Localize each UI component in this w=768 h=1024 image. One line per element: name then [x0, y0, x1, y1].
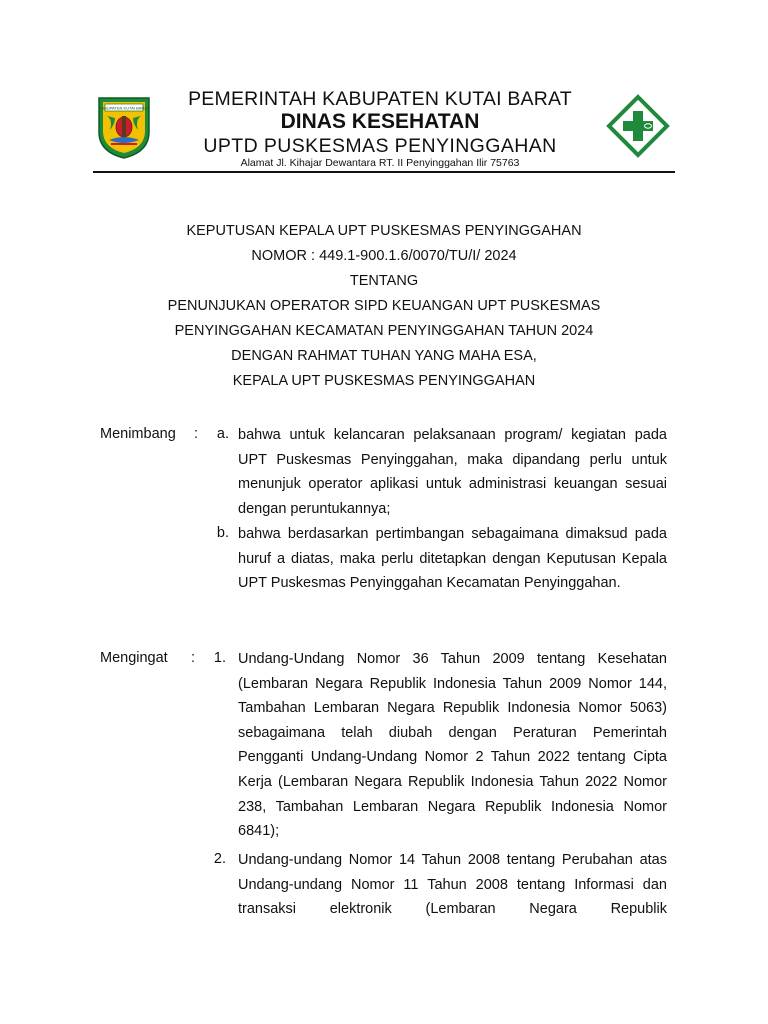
decree-about: TENTANG [349, 273, 419, 289]
letterhead-government: PEMERINTAH KABUPATEN KUTAI BARAT [188, 88, 572, 110]
menimbang-item-marker: a. [216, 426, 229, 442]
decree-subject-line-2: PENYINGGAHAN KECAMATAN PENYINGGAHAN TAHUN 2024 [174, 323, 594, 339]
letterhead-divider [93, 171, 675, 173]
menimbang-colon: : [194, 426, 199, 442]
letterhead-address: Alamat Jl. Kihajar Dewantara RT. II Penyinggahan Ilir 75763 [240, 157, 520, 169]
decree-invocation: DENGAN RAHMAT TUHAN YANG MAHA ESA, [231, 348, 537, 364]
letterhead-unit: UPTD PUSKESMAS PENYINGGAHAN [203, 135, 557, 157]
decree-subject-line-1: PENUNJUKAN OPERATOR SIPD KEUANGAN UPT PUSKESMAS [167, 298, 601, 314]
puskesmas-cross-logo [606, 94, 670, 158]
menimbang-label: Menimbang [100, 426, 176, 442]
crest-banner-text: KABUPATEN KUTAI BARAT [98, 105, 150, 111]
mengingat-label: Mengingat [100, 650, 168, 666]
mengingat-item-text: Undang-Undang Nomor 36 Tahun 2009 tentang Kesehatan (Lembaran Negara Republik Indonesia Tahun 2009 Nomor 144, Tambahan Lembaran Negara Republik Indonesia Nomor 5063) sebagaimana telah diubah dengan Peraturan Pemerintah Pengganti Undang-Undang Nomor 2 Tahun 2022 tentang Cipta Kerja (Lembaran Negara Republik Indonesia Tahun 2022 Nomor 238, Tambahan Lembaran Negara Republik Indonesia Nomor 6841); [238, 651, 667, 840]
mengingat-item-text: Undang-undang Nomor 14 Tahun 2008 tentang Perubahan atas Undang-undang Nomor 11 Tahun 2008 tentang Informasi dan transaksi elektronik (Lembaran Negara Republik [238, 852, 667, 918]
decree-number: NOMOR : 449.1-900.1.6/0070/TU/I/ 2024 [251, 248, 517, 264]
menimbang-item-text: bahwa berdasarkan pertimbangan sebagaimana dimaksud pada huruf a diatas, maka perlu ditetapkan dengan Keputusan Kepala UPT Puskesmas Penyinggahan Kecamatan Penyinggahan. [238, 526, 667, 592]
menimbang-item-text: bahwa untuk kelancaran pelaksanaan program/ kegiatan pada UPT Puskesmas Penyinggahan, maka dipandang perlu untuk menunjuk operator aplikasi untuk administrasi keuangan sesuai dengan peruntukannya; [238, 427, 667, 517]
regency-crest-logo [93, 94, 155, 160]
mengingat-colon: : [191, 650, 196, 666]
decree-title: KEPUTUSAN KEPALA UPT PUSKESMAS PENYINGGAHAN [186, 223, 582, 239]
mengingat-item-marker: 2. [213, 851, 226, 867]
decree-issuer: KEPALA UPT PUSKESMAS PENYINGGAHAN [232, 373, 536, 389]
mengingat-item-marker: 1. [213, 650, 226, 666]
menimbang-item-marker: b. [216, 525, 229, 541]
letterhead-office: DINAS KESEHATAN [280, 110, 480, 133]
